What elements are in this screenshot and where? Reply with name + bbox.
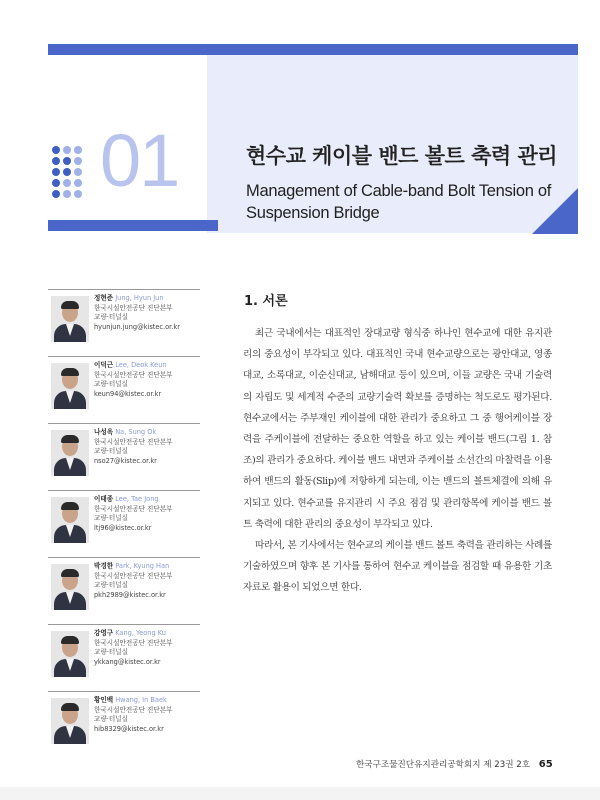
author-photo bbox=[51, 698, 89, 744]
author-org: 한국시설안전공단 진단본부 bbox=[94, 437, 173, 446]
article-title-ko: 현수교 케이블 밴드 볼트 축력 관리 bbox=[246, 144, 558, 168]
author-name-ko: 나성옥 bbox=[94, 428, 114, 436]
author-card bbox=[48, 356, 200, 423]
author-name-ko: 강영구 bbox=[94, 629, 114, 637]
article-title-en: Management of Cable-band Bolt Tension of Suspension Bridge bbox=[246, 182, 552, 222]
article-body bbox=[243, 323, 552, 599]
author-org: 한국시설안전공단 진단본부 bbox=[94, 303, 173, 312]
author-org: 한국시설안전공단 진단본부 bbox=[94, 571, 173, 580]
author-dept: 교량·터널실 bbox=[94, 514, 128, 522]
author-photo bbox=[51, 564, 89, 610]
author-name-ko: 정현준 bbox=[94, 294, 114, 302]
author-name-en: Hwang, In Baek bbox=[115, 696, 167, 704]
page-footer bbox=[356, 758, 553, 770]
body-paragraph: 따라서, 본 기사에서는 현수교의 케이블 밴드 볼트 축력을 관리하는 사례를 기술하였으며 향후 본 기사를 통하여 현수교 케이블을 점검할 때 유용한 기초자료로 활용이 되었으면 한다. bbox=[243, 540, 552, 594]
author-list bbox=[48, 289, 200, 758]
author-email[interactable]: hib8329@kistec.or.kr bbox=[94, 724, 164, 733]
author-photo bbox=[51, 497, 89, 543]
author-card bbox=[48, 490, 200, 557]
body-paragraph: 최근 국내에서는 대표적인 장대교량 형식중 하나인 현수교에 대한 유지관리의 중요성이 부각되고 있다. 대표적인 국내 현수교량으로는 광안대교, 영종대교, 소록대교, 이순신대교, 남해대교 등이 있으며, 이들 교량은 국내 기술력의 자립도 및 세계적 수준의 교량기술력 확보를 증명하는 척도로도 평가된다. 현수교에서는 주부재인 케이블에 대한 관리가 중요하고 그 중 행어케이블 장력을 주케이블에 전달하는 중요한 역할을 하고 있는 케이블 밴드(그림 1. 참조)의 관리가 중요하다. 케이블 밴드 내면과 주케이블 소선간의 마찰력을 이용하여 밴드의 활동(Slip)에 저항하게 되는데, 이는 밴드의 볼트체결에 의해 유지되고 있다. 현수교를 유지관리 시 주요 점검 및 관리항목에 케이블 밴드 볼트 축력에 대한 관리의 중요성이 부각되고 있다. bbox=[243, 328, 552, 530]
author-email[interactable]: ltj96@kistec.or.kr bbox=[94, 523, 152, 532]
author-name-en: Jung, Hyun Jun bbox=[115, 294, 164, 302]
author-card bbox=[48, 289, 200, 356]
author-card bbox=[48, 423, 200, 490]
author-card bbox=[48, 624, 200, 691]
article-number: 01 bbox=[100, 119, 179, 202]
author-name-en: Lee, Tae Jong bbox=[115, 495, 159, 503]
author-dept: 교량·터널실 bbox=[94, 648, 128, 656]
author-name-ko: 황인백 bbox=[94, 696, 114, 704]
author-org: 한국시설안전공단 진단본부 bbox=[94, 705, 173, 714]
author-photo bbox=[51, 430, 89, 476]
author-dept: 교량·터널실 bbox=[94, 313, 128, 321]
journal-name: 한국구조물진단유지관리공학회지 제 23권 2호 bbox=[356, 760, 531, 770]
author-org: 한국시설안전공단 진단본부 bbox=[94, 504, 173, 513]
author-dept: 교량·터널실 bbox=[94, 581, 128, 589]
author-dept: 교량·터널실 bbox=[94, 715, 128, 723]
banner-bottom-bar bbox=[48, 220, 218, 231]
author-name-en: Kang, Yeong Ku bbox=[115, 629, 166, 637]
author-email[interactable]: pkh2989@kistec.or.kr bbox=[94, 590, 166, 599]
author-name-ko: 이덕근 bbox=[94, 361, 114, 369]
author-name-ko: 이태종 bbox=[94, 495, 114, 503]
author-org: 한국시설안전공단 진단본부 bbox=[94, 370, 173, 379]
author-photo bbox=[51, 296, 89, 342]
section-heading: 1. 서론 bbox=[244, 294, 288, 309]
page-number: 65 bbox=[538, 759, 553, 770]
footer-strip bbox=[0, 787, 600, 800]
author-card bbox=[48, 557, 200, 624]
author-name-en: Na, Sung Ok bbox=[115, 428, 157, 436]
author-name-en: Lee, Deok Keun bbox=[115, 361, 167, 369]
author-email[interactable]: keun94@kistec.or.kr bbox=[94, 389, 162, 398]
author-dept: 교량·터널실 bbox=[94, 447, 128, 455]
author-photo bbox=[51, 363, 89, 409]
author-email[interactable]: hyunjun.jung@kistec.or.kr bbox=[94, 322, 180, 331]
author-email[interactable]: ykkang@kistec.or.kr bbox=[94, 657, 161, 666]
author-name-en: Park, Kyung Han bbox=[115, 562, 170, 570]
author-name-ko: 박경한 bbox=[94, 562, 114, 570]
dot-pattern-icon bbox=[52, 146, 82, 198]
author-org: 한국시설안전공단 진단본부 bbox=[94, 638, 173, 647]
author-email[interactable]: nso27@kistec.or.kr bbox=[94, 456, 157, 465]
author-card bbox=[48, 691, 200, 758]
author-photo bbox=[51, 631, 89, 677]
author-dept: 교량·터널실 bbox=[94, 380, 128, 388]
